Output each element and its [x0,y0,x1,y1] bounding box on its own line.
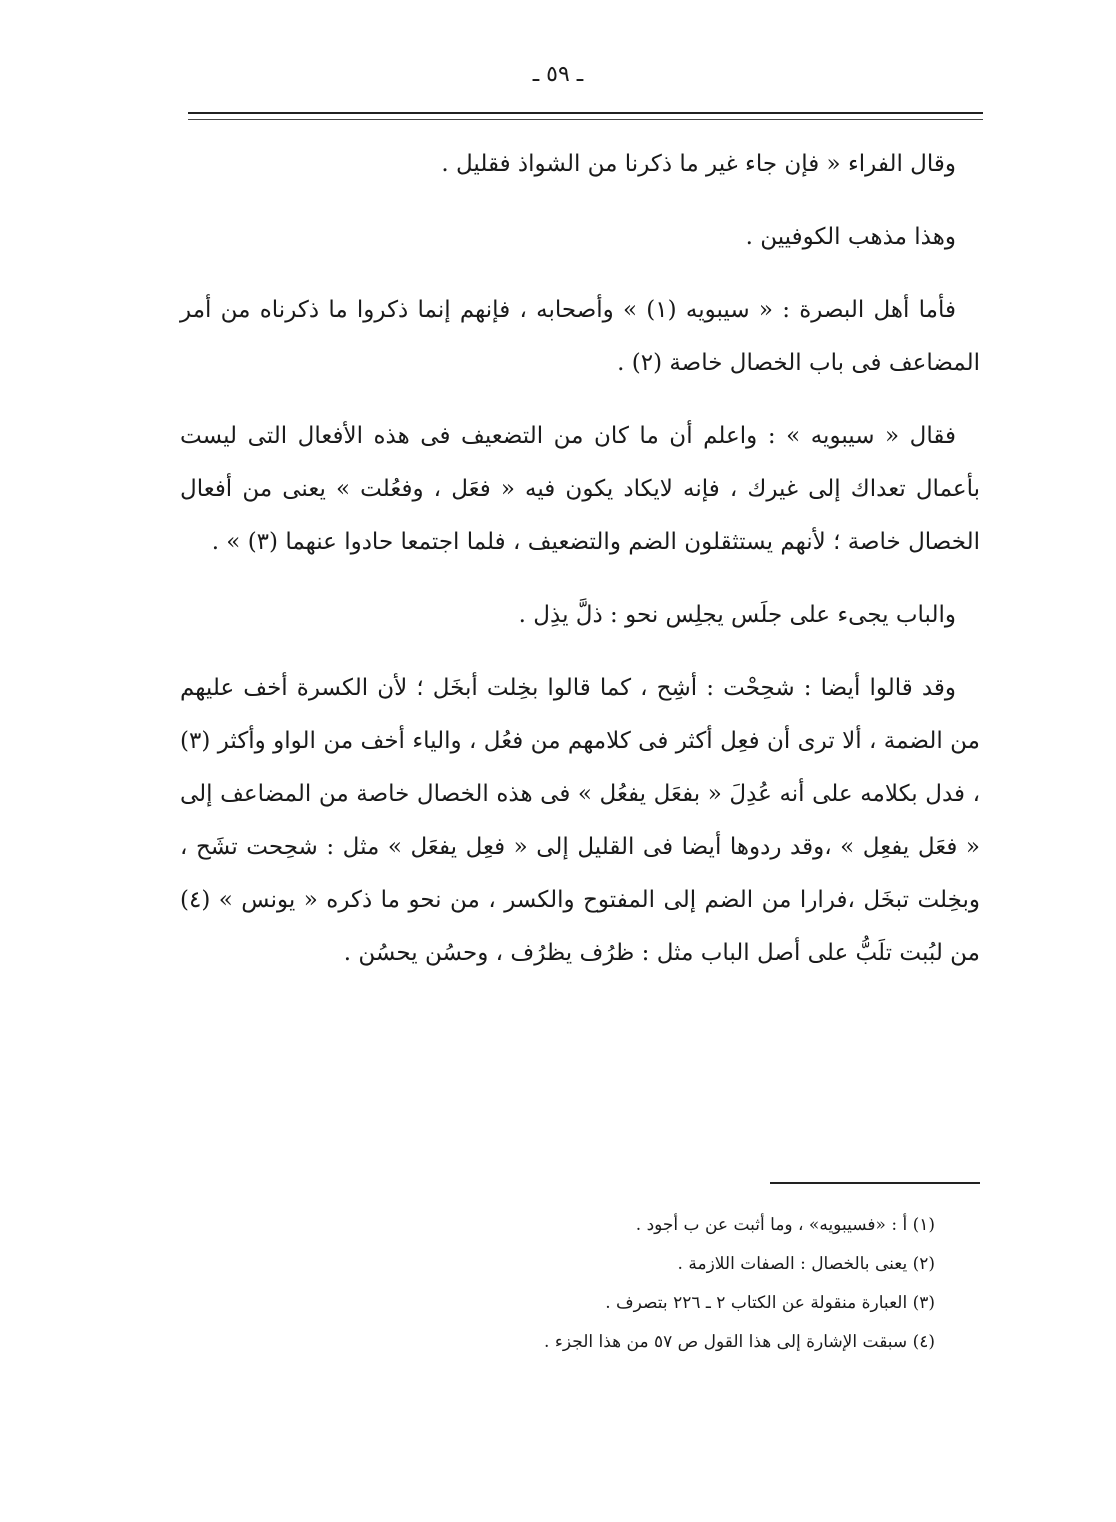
footnotes [380,1206,935,1362]
main-text [180,138,980,1000]
paragraph: وقد قالوا أيضا : شحِحْت : أشِح ، كما قالوا بخِلت أبخَل ؛ لأن الكسرة أخف عليهم من الضمة ، ألا ترى أن فعِل أكثر فى كلامهم من فعُل ، والياء أخف من الواو وأكثر (٣) ، فدل بكلامه على أنه عُدِلَ « بفعَل يفعُل » فى هذه الخصال خاصة من المضاعف إلى « فعَل يفعِل » ،وقد ردوها أيضا فى القليل إلى « فعِل يفعَل » مثل : شحِحت تشَح ، وبخِلت تبخَل ،فرارا من الضم إلى المفتوح والكسر ، من نحو ما ذكره « يونس » (٤) من لبُبت تلَبُّ على أصل الباب مثل : ظرُف يظرُف ، وحسُن يحسُن . [180,675,980,966]
paragraph: وقال الفراء « فإن جاء غير ما ذكرنا من الشواذ فقليل . [441,151,956,177]
page-number: ـ ٥٩ ـ [532,62,584,87]
paragraph: والباب يجىء على جلَس يجلِس نحو : ذلَّ يذِل . [518,602,956,628]
footnote: (٤) سبقت الإشارة إلى هذا القول ص ٥٧ من هذا الجزء . [544,1332,935,1352]
footnote: (٣) العبارة منقولة عن الكتاب ٢ ـ ٢٢٦ بتصرف . [605,1293,935,1313]
paragraph: وهذا مذهب الكوفيين . [745,224,956,250]
footnote-separator [770,1182,980,1184]
paragraph: فقال « سيبويه » : واعلم أن ما كان من التضعيف فى هذه الأفعال التى ليست بأعمال تعداك إلى غيرك ، فإنه لايكاد يكون فيه « فعَل ، وفعُلت » يعنى من أفعال الخصال خاصة ؛ لأنهم يستثقلون الضم والتضعيف ، فلما اجتمعا حادوا عنهما (٣) » . [180,423,980,555]
paragraph: فأما أهل البصرة : « سيبويه (١) » وأصحابه ، فإنهم إنما ذكروا ما ذكرناه من أمر المضاعف فى باب الخصال خاصة (٢) . [180,297,980,376]
header-rule-thin [188,119,983,120]
footnote: (١) أ : «فسيبويه» ، وما أثبت عن ب أجود . [635,1215,935,1235]
footnote: (٢) يعنى بالخصال : الصفات اللازمة . [677,1254,935,1274]
header-rule [188,112,983,114]
